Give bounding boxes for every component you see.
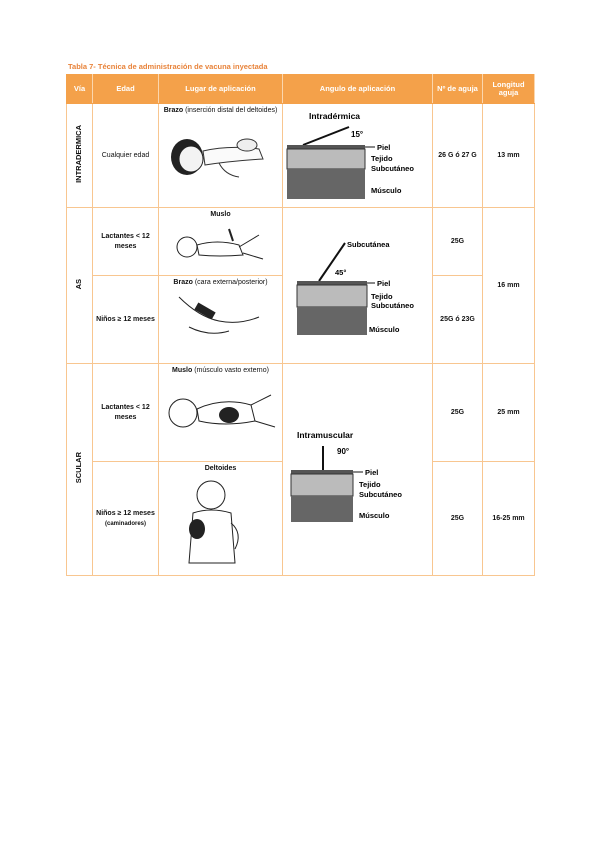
longitud-cell: 25 mm bbox=[483, 364, 535, 462]
layer-piel: Piel bbox=[365, 467, 379, 477]
longitud-cell: 16-25 mm bbox=[483, 462, 535, 576]
aguja-cell: 25G bbox=[433, 208, 483, 276]
aguja-cell: 25G bbox=[433, 462, 483, 576]
angle-cell-intradermica bbox=[283, 104, 433, 208]
vaccine-technique-table bbox=[66, 74, 535, 576]
via-subcutanea: AS bbox=[67, 208, 93, 364]
lugar-cell bbox=[159, 462, 283, 576]
baby-thigh-illustration bbox=[159, 219, 279, 271]
lugar-cell bbox=[159, 104, 283, 208]
edad-cell: Lactantes < 12 meses bbox=[93, 208, 159, 276]
longitud-cell: 16 mm bbox=[483, 208, 535, 364]
arm-injection-illustration bbox=[159, 287, 279, 345]
via-intramuscular: SCULAR bbox=[67, 364, 93, 576]
table-caption: Tabla 7- Técnica de administración de vacuna inyectada bbox=[68, 62, 268, 71]
lugar-cell bbox=[159, 208, 283, 276]
header-via: Vía bbox=[67, 75, 93, 104]
angle-degree: 90° bbox=[337, 446, 350, 456]
lugar-cell bbox=[159, 276, 283, 364]
aguja-cell: 25G ó 23G bbox=[433, 276, 483, 364]
edad-text: Niños ≥ 12 meses bbox=[96, 510, 155, 518]
layer-musculo: Músculo bbox=[371, 185, 402, 195]
layer-tejido: Tejido bbox=[359, 479, 381, 489]
edad-cell: Lactantes < 12 meses bbox=[93, 364, 159, 462]
aguja-cell: 26 G ó 27 G bbox=[433, 104, 483, 208]
layer-tejido: Tejido bbox=[371, 291, 393, 301]
header-angulo: Angulo de aplicación bbox=[283, 75, 433, 104]
baby-vastus-illustration bbox=[159, 375, 279, 441]
table-row bbox=[67, 364, 535, 462]
angle-title: Intramuscular bbox=[297, 429, 354, 440]
layer-musculo: Músculo bbox=[359, 510, 390, 520]
layer-musculo: Músculo bbox=[369, 324, 400, 334]
edad-note: (caminadores) bbox=[104, 520, 146, 527]
layer-piel: Piel bbox=[377, 142, 391, 152]
edad-cell: Cualquier edad bbox=[93, 104, 159, 208]
lugar-rest: (músculo vasto externo) bbox=[192, 367, 269, 374]
layer-subcutaneo: Subcutáneo bbox=[371, 300, 414, 310]
edad-cell bbox=[93, 462, 159, 576]
angle-degree: 45° bbox=[335, 267, 347, 277]
lugar-rest: (inserción distal del deltoides) bbox=[183, 107, 278, 114]
lugar-bold: Deltoides bbox=[204, 465, 237, 472]
angle-cell-subcutanea bbox=[283, 208, 433, 364]
angle-cell-intramuscular bbox=[283, 364, 433, 576]
intradermal-diagram bbox=[283, 105, 431, 207]
angle-title: Intradérmica bbox=[309, 110, 361, 121]
layer-subcutaneo: Subcutáneo bbox=[371, 163, 414, 173]
angle-title: Subcutánea bbox=[347, 239, 390, 249]
lugar-bold: Muslo bbox=[172, 367, 193, 374]
lugar-cell bbox=[159, 364, 283, 462]
longitud-cell: 13 mm bbox=[483, 104, 535, 208]
aguja-cell: 25G bbox=[433, 364, 483, 462]
header-aguja: Nº de aguja bbox=[433, 75, 483, 104]
table-row bbox=[67, 208, 535, 276]
table-row bbox=[67, 104, 535, 208]
baby-arm-illustration bbox=[159, 115, 279, 185]
lugar-rest: (cara externa/posterior) bbox=[192, 279, 268, 286]
header-longitud: Longitud aguja bbox=[483, 75, 535, 104]
header-edad: Edad bbox=[93, 75, 159, 104]
subcutaneous-diagram bbox=[283, 211, 431, 361]
layer-tejido: Tejido bbox=[371, 153, 393, 163]
edad-cell: Niños ≥ 12 meses bbox=[93, 276, 159, 364]
lugar-bold: Muslo bbox=[210, 211, 231, 218]
layer-piel: Piel bbox=[377, 278, 391, 288]
header-lugar: Lugar de aplicación bbox=[159, 75, 283, 104]
layer-subcutaneo: Subcutáneo bbox=[359, 489, 402, 499]
lugar-bold: Brazo bbox=[173, 279, 193, 286]
header-row bbox=[67, 75, 535, 104]
angle-degree: 15° bbox=[351, 129, 364, 139]
intramuscular-diagram bbox=[283, 366, 431, 574]
lugar-bold: Brazo bbox=[163, 107, 184, 114]
child-deltoid-illustration bbox=[159, 473, 279, 571]
via-intradermica: INTRADERMICA bbox=[67, 104, 93, 208]
